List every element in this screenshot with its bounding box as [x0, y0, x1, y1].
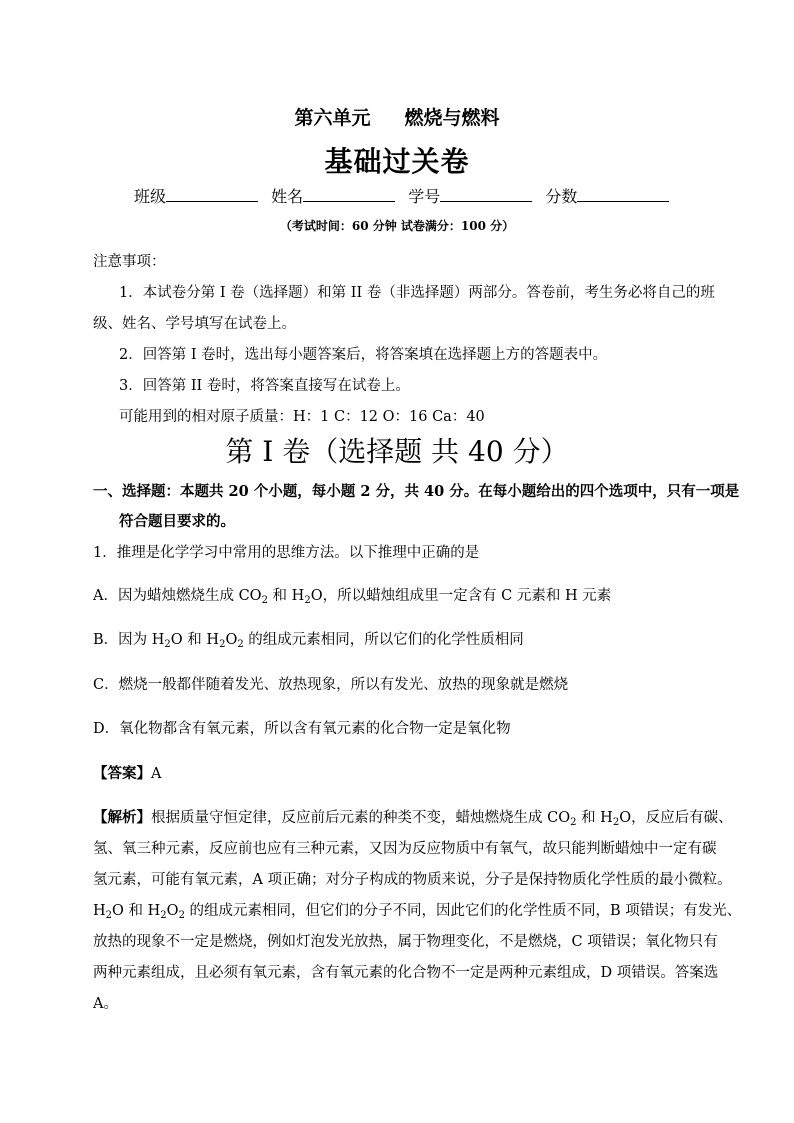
note-item-2: 2．回答第 I 卷时，选出每小题答案后，将答案填在选择题上方的答题表中。: [119, 347, 608, 363]
analysis-line-2: 氢、氧三种元素，反应前也应有三种元素，又因为反应物质中有氧气，故只能判断蜡烛中一定有碳: [93, 841, 717, 857]
class-label: 班级: [134, 187, 167, 206]
class-blank: [166, 187, 258, 202]
score-label: 分数: [545, 187, 578, 206]
unit-label: 第六单元: [294, 107, 371, 129]
answer-value: A: [151, 766, 162, 782]
answer-line: [93, 762, 161, 783]
atomic-masses: 可能用到的相对原子质量：H：1 C：12 O：16 Ca：40: [119, 409, 485, 425]
section-1-line-1: 一、选择题：本题共 20 个小题，每小题 2 分，共 40 分。在每小题给出的四个选项中，只有一项是: [93, 483, 740, 500]
id-label: 学号: [408, 187, 441, 206]
note-item-3: 3．回答第 II 卷时，将答案直接写在试卷上。: [119, 378, 410, 394]
analysis-label: 【解析】: [93, 809, 151, 826]
time-note: （考试时间：60 分钟 试卷满分：100 分）: [279, 219, 515, 233]
note-item-1-line-2: 级、姓名、学号填写在试卷上。: [93, 316, 296, 332]
part-1-title: 第 I 卷（选择题 共 40 分）: [225, 435, 569, 468]
analysis-line-5: 放热的现象不一定是燃烧，例如灯泡发光放热，属于物理变化，不是燃烧，C 项错误；氧化物只有: [93, 934, 718, 950]
name-label: 姓名: [271, 187, 304, 206]
notes-heading: 注意事项：: [93, 254, 166, 270]
question-1-option-b: B．因为 $H_2O$ 和 $H_2O_2$ 的组成元素相同，所以它们的化学性质相同: [93, 632, 524, 650]
analysis-line-7: A。: [93, 996, 118, 1012]
analysis-line-6: 两种元素组成，且必须有氧元素，含有氧元素的化合物不一定是两种元素组成，D 项错误。答案选: [93, 965, 719, 981]
question-1-option-a: A．因为蜡烛燃烧生成 $CO_2$ 和 $H_2O$，所以蜡烛组成里一定含有 C 元素和 H 元素: [93, 588, 612, 606]
note-item-1-line-1: 1．本试卷分第 I 卷（选择题）和第 II 卷（非选择题）两部分。答卷前，考生务必将自己的班: [119, 285, 715, 301]
student-info-row: [134, 184, 669, 207]
analysis-line-3: 氢元素，可能有氧元素，A 项正确；对分子构成的物质来说，分子是保持物质化学性质的最小微粒。: [93, 872, 732, 888]
unit-topic: 燃烧与燃料: [404, 107, 500, 129]
page-title: 基础过关卷: [324, 145, 470, 178]
section-1-line-2: 符合题目要求的。: [119, 513, 235, 530]
analysis-line-4: $H_2O$ 和 $H_2O_2$ 的组成元素相同，但它们的分子不同，因此它们的化学性质不同，B 项错误；有发光、: [93, 903, 742, 921]
unit-heading: [0, 103, 794, 130]
question-1-option-c: C．燃烧一般都伴随着发光、放热现象，所以有发光、放热的现象就是燃烧: [93, 677, 569, 693]
id-blank: [440, 187, 532, 202]
question-1-stem: 1．推理是化学学习中常用的思维方法。以下推理中正确的是: [93, 545, 480, 561]
score-blank: [577, 187, 669, 202]
question-1-option-d: D．氧化物都含有氧元素，所以含有氧元素的化合物一定是氧化物: [93, 721, 511, 737]
analysis-line-1: 【解析】根据质量守恒定律，反应前后元素的种类不变，蜡烛燃烧生成 $CO_2$ 和 $H_2O$，反应后有碳、: [93, 809, 733, 828]
name-blank: [303, 187, 395, 202]
answer-label: 【答案】: [93, 765, 151, 782]
